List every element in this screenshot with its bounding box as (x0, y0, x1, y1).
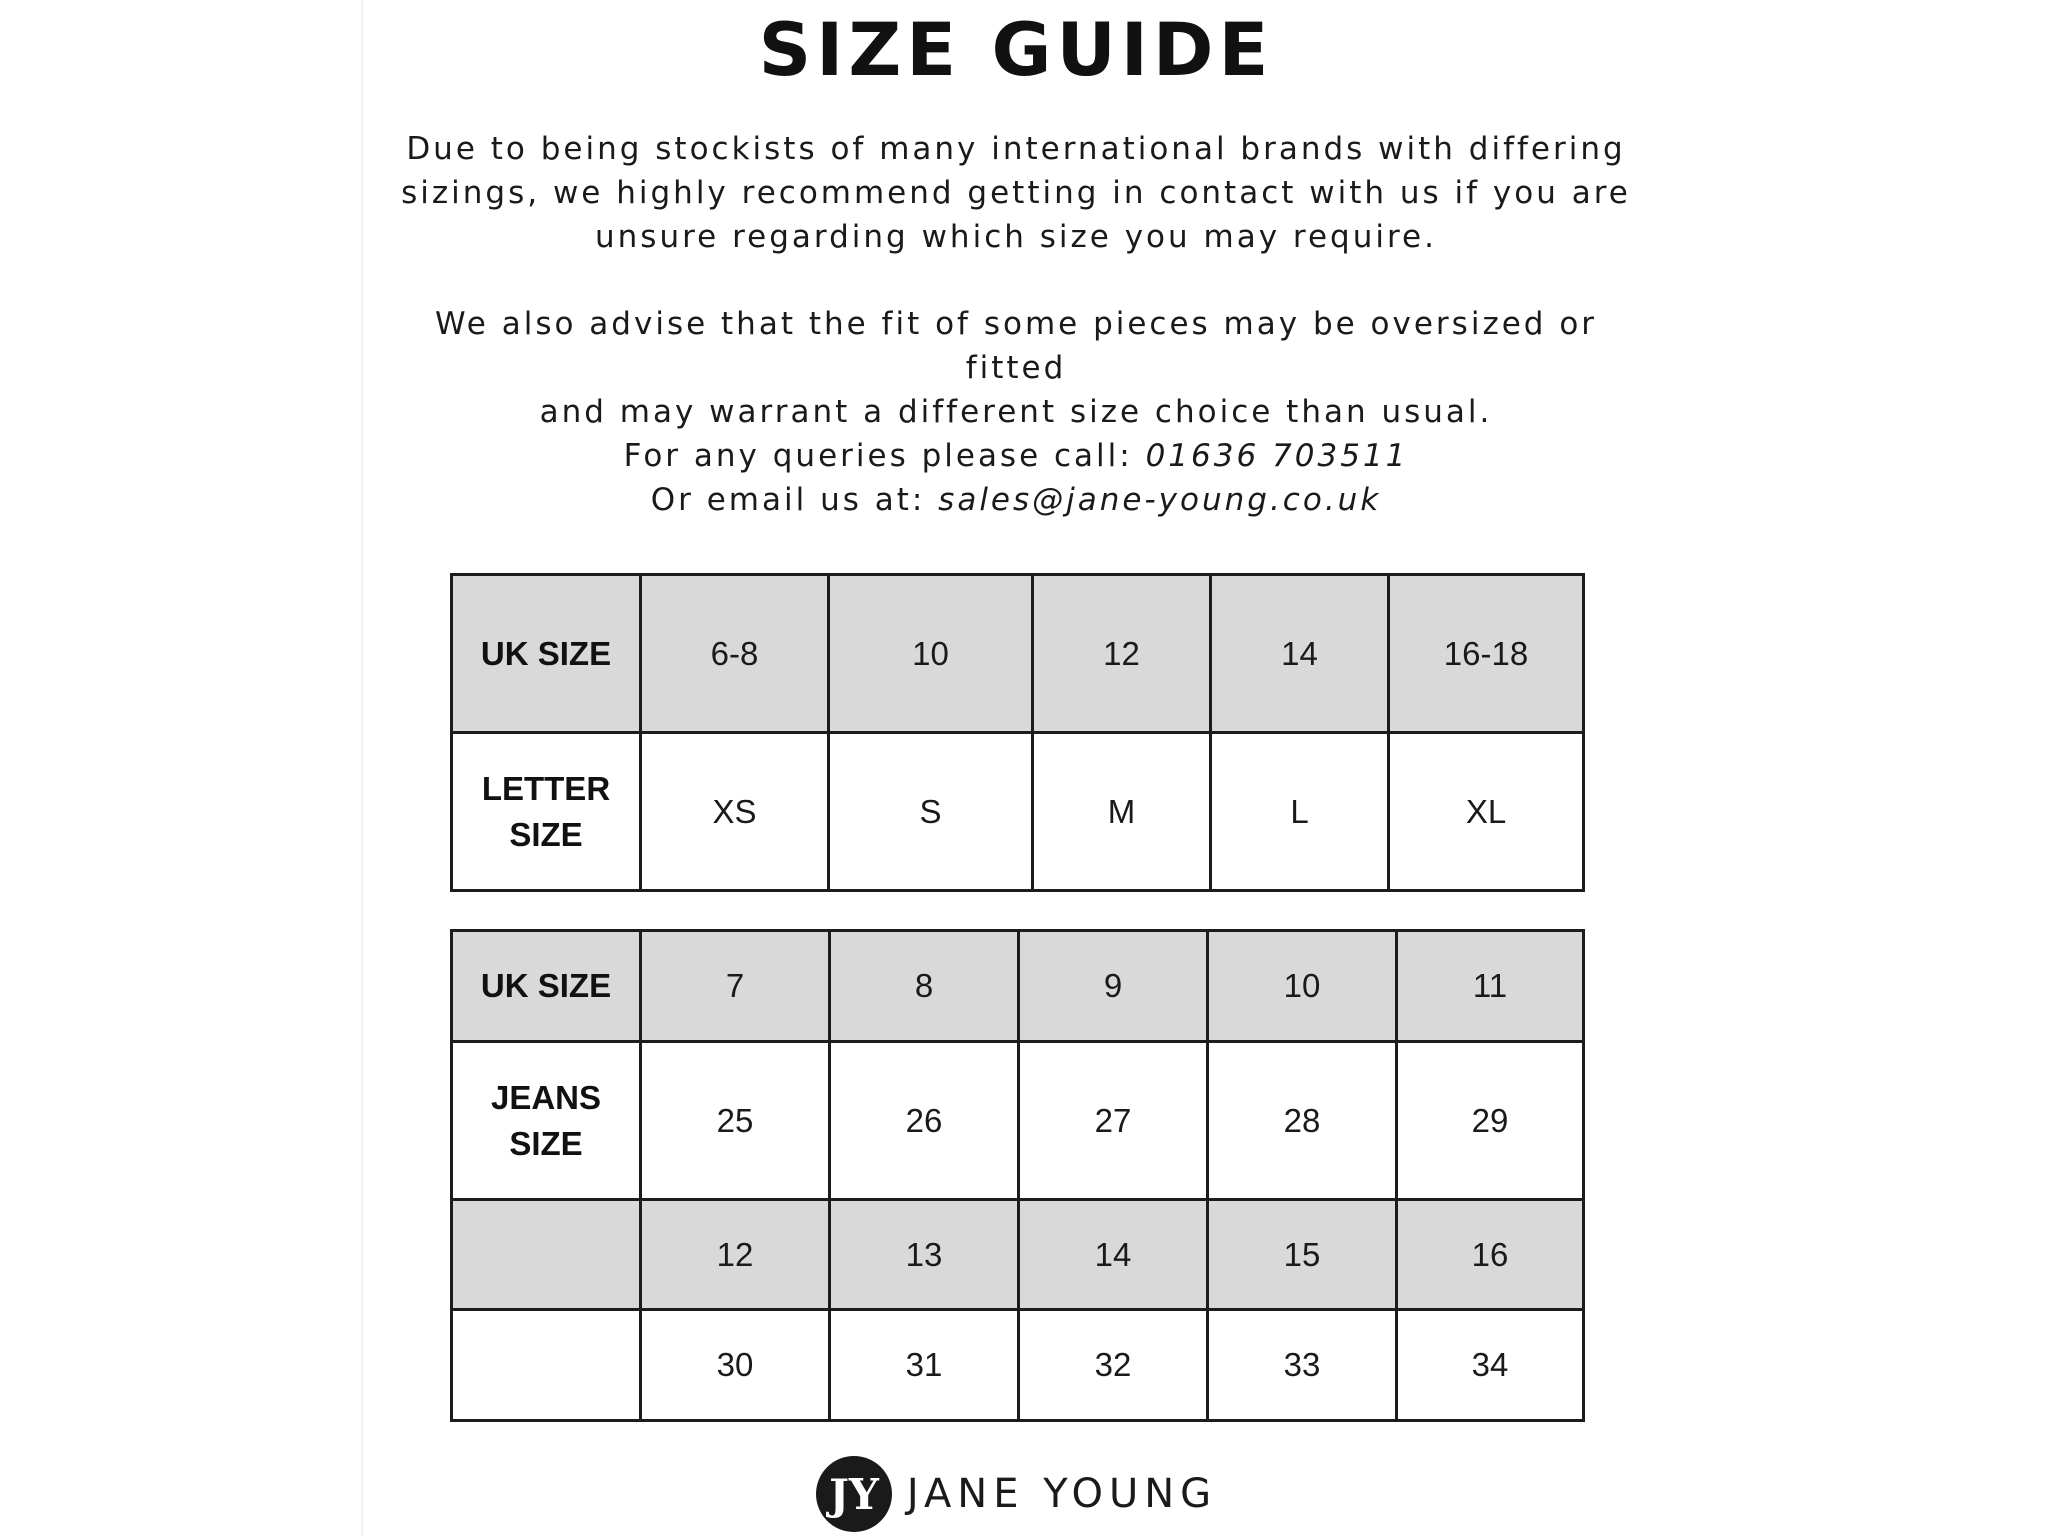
table-cell: XL (1389, 733, 1584, 891)
table-cell: 9 (1019, 931, 1208, 1042)
table-cell: S (829, 733, 1033, 891)
jeans-size-row (452, 1042, 1584, 1200)
fit-advice-paragraph (380, 302, 1652, 434)
page-title: SIZE GUIDE (758, 8, 1274, 93)
letter-size-row (452, 733, 1584, 891)
uk-size-row (452, 1200, 1584, 1310)
table-cell: 32 (1019, 1310, 1208, 1421)
table-cell: 33 (1208, 1310, 1397, 1421)
uk-size-row (452, 575, 1584, 733)
table-cell: 8 (830, 931, 1019, 1042)
row-header-line: JEANS (490, 1078, 602, 1116)
jy-monogram-icon (815, 1455, 893, 1533)
contact-block (380, 434, 1652, 522)
table-cell: M (1033, 733, 1211, 891)
fit-advice-line: We also advise that the fit of some pieces may be oversized or fitted (434, 306, 1598, 386)
row-header-line: SIZE (509, 815, 583, 853)
email-line (380, 478, 1652, 522)
table-cell: 16-18 (1389, 575, 1584, 733)
table-cell: 14 (1211, 575, 1389, 733)
brand-logo (0, 1455, 2032, 1533)
fit-advice-line: and may warrant a different size choice than usual. (539, 394, 1493, 430)
empty-header-cell (452, 1200, 641, 1310)
row-header-line: SIZE (509, 1124, 583, 1162)
row-header-line: LETTER (481, 769, 611, 807)
table-cell: 7 (641, 931, 830, 1042)
table-cell: 12 (1033, 575, 1211, 733)
phone-number-link[interactable]: 01636 703511 (1145, 438, 1409, 474)
table-cell: 34 (1397, 1310, 1584, 1421)
email-label: Or email us at: (650, 482, 939, 518)
table-cell: XS (641, 733, 829, 891)
table-cell: 10 (829, 575, 1033, 733)
intro-line: Due to being stockists of many international brands with differing (406, 131, 1626, 167)
email-link[interactable]: sales@jane-young.co.uk (938, 482, 1382, 518)
jeans-size-row (452, 1310, 1584, 1421)
table-cell: 28 (1208, 1042, 1397, 1200)
intro-line: unsure regarding which size you may require. (595, 219, 1437, 255)
row-header-uk-size: UK SIZE (452, 931, 641, 1042)
row-header-letter-size (452, 733, 641, 891)
row-header-jeans-size (452, 1042, 641, 1200)
letter-size-table (450, 573, 1585, 892)
phone-line (380, 434, 1652, 478)
table-cell: 16 (1397, 1200, 1584, 1310)
brand-name: JANE YOUNG (906, 1471, 1218, 1517)
table-cell: 15 (1208, 1200, 1397, 1310)
table-cell: 6-8 (641, 575, 829, 733)
table-cell: 14 (1019, 1200, 1208, 1310)
table-cell: 26 (830, 1042, 1019, 1200)
monogram-text: JY (828, 1470, 879, 1519)
uk-size-row (452, 931, 1584, 1042)
intro-paragraph (380, 127, 1652, 259)
intro-line: sizings, we highly recommend getting in contact with us if you are (401, 175, 1631, 211)
table-cell: 25 (641, 1042, 830, 1200)
phone-label: For any queries please call: (623, 438, 1146, 474)
table-cell: 29 (1397, 1042, 1584, 1200)
row-header-uk-size: UK SIZE (452, 575, 641, 733)
table-cell: L (1211, 733, 1389, 891)
page-left-border (361, 0, 363, 1536)
table-cell: 27 (1019, 1042, 1208, 1200)
empty-header-cell (452, 1310, 641, 1421)
table-cell: 30 (641, 1310, 830, 1421)
table-cell: 11 (1397, 931, 1584, 1042)
jeans-size-table (450, 929, 1585, 1422)
table-cell: 10 (1208, 931, 1397, 1042)
table-cell: 31 (830, 1310, 1019, 1421)
table-cell: 13 (830, 1200, 1019, 1310)
table-cell: 12 (641, 1200, 830, 1310)
